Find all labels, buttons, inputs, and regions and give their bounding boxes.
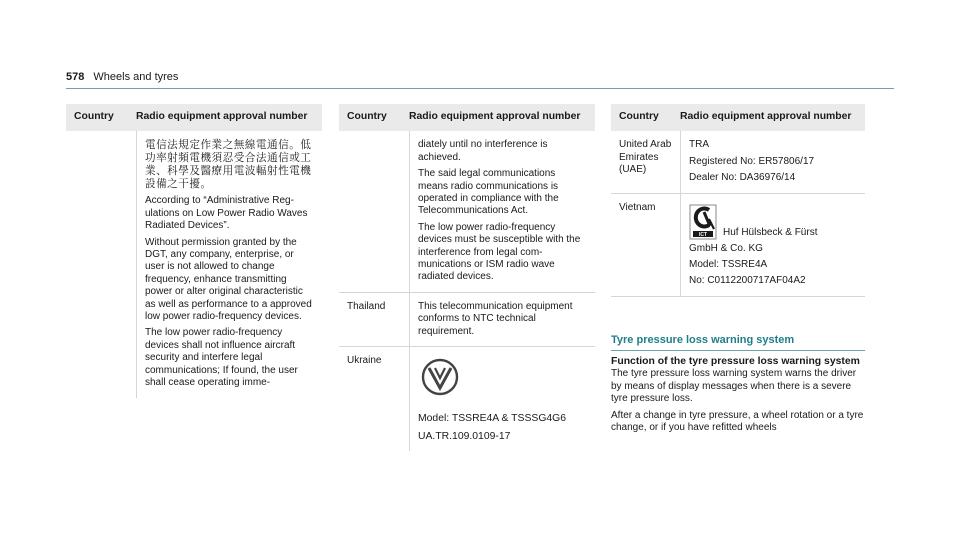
- approval-cell: [409, 293, 595, 346]
- approval-cell: [680, 194, 865, 296]
- approval-cell: [680, 131, 865, 192]
- approval-text: The said legal communications means radio communications is operated in compliance with the Telecommunications Act.: [418, 168, 559, 217]
- page-header: [66, 71, 178, 83]
- section-body: [611, 356, 865, 438]
- table-header: [339, 104, 595, 131]
- approval-column-header: Radio equipment approval number: [680, 111, 852, 122]
- page-number: 578: [66, 71, 85, 83]
- approval-text: Without permission granted by the DGT, any company, enterprise, or user is not allowed to change frequency, enhance transmitting power or alter original characteristic as well as performance to a approved low power radio-frequency devices.: [145, 236, 312, 323]
- country-cell: [66, 131, 136, 397]
- approval-cell: [409, 347, 595, 451]
- approval-text: Model: TSSRE4A & TSSSG4G6: [418, 413, 567, 425]
- ictq-logo-label: ICT: [698, 231, 708, 238]
- approval-text: Registered No: ER57806/17: [689, 155, 815, 167]
- country-column-header: Country: [619, 111, 659, 122]
- table-row: [339, 293, 595, 347]
- country-cell: Thailand: [347, 300, 386, 312]
- approval-text: GmbH & Co. KG: [689, 242, 763, 254]
- country-column-header: Country: [347, 111, 387, 122]
- section-divider: [611, 350, 865, 351]
- approval-text: The low power radio-frequency devices must be susceptible with the interference from legal communications or ISM radio wave radiated devices.: [418, 221, 581, 283]
- approval-text: Model: TSSRE4A: [689, 259, 768, 271]
- table-row: [611, 131, 865, 193]
- table-row: [339, 131, 595, 292]
- table-row: [339, 347, 595, 451]
- section-paragraph: The tyre pressure loss warning system warns the driver by means of display messages when there is a severe tyre pressure loss.: [611, 368, 857, 405]
- section-subtitle: Function of the tyre pressure loss warning system: [611, 356, 860, 367]
- approval-cell: [409, 131, 595, 291]
- approval-text: UA.TR.109.0109-17: [418, 430, 511, 442]
- ictq-icon: [689, 204, 717, 240]
- approval-text: TRA: [689, 139, 709, 151]
- section-title: Tyre pressure loss warning system: [611, 334, 795, 346]
- section-paragraph: After a change in tyre pressure, a wheel rotation or a tyre change, or if you have refitted wheels: [611, 409, 864, 434]
- table-header: [66, 104, 322, 131]
- approval-text: According to “Administrative Regulations on Low Power Radio Waves Radiated Devices”.: [145, 195, 308, 232]
- approval-text: diately until no interference is achieved.: [418, 139, 548, 163]
- manufacturer-name: Huf Hülsbeck & Fürst: [723, 227, 818, 239]
- country-column-header: Country: [74, 111, 114, 122]
- approval-column-header: Radio equipment approval number: [136, 111, 308, 122]
- approval-cell: [136, 131, 322, 397]
- table-header: [611, 104, 865, 131]
- approval-column-header: Radio equipment approval number: [409, 111, 581, 122]
- approval-text: Dealer No: DA36976/14: [689, 172, 796, 184]
- approval-text: No: C0112200717AF04A2: [689, 275, 806, 287]
- table-row: [611, 194, 865, 297]
- ictq-logo-row: [689, 204, 857, 240]
- approval-text: The low power radio-frequency devices shall not influence aircraft security and interfere legal communications; If found, the user shall cease operating imme-: [145, 327, 298, 389]
- taiwan-notice-chinese: 電信法規定作業之無線電通信。低功率射頻電機須忍受合法通信或工業、科學及醫療用電波輻射性電機設備之干擾。: [145, 139, 312, 191]
- approval-table-column-3: [611, 104, 865, 297]
- approval-text: This telecommunication equipment conforms to NTC technical requirement.: [418, 300, 573, 337]
- country-cell: United Arab Emirates (UAE): [619, 139, 672, 176]
- table-row: [66, 131, 322, 397]
- chapter-title: Wheels and tyres: [93, 71, 179, 83]
- header-divider: [66, 88, 894, 89]
- country-cell: Ukraine: [347, 355, 382, 367]
- ukraine-conformity-mark-icon: [418, 355, 462, 399]
- approval-table-column-1: [66, 104, 322, 398]
- country-cell: [339, 131, 409, 291]
- country-cell: Vietnam: [619, 201, 656, 213]
- approval-table-column-2: [339, 104, 595, 451]
